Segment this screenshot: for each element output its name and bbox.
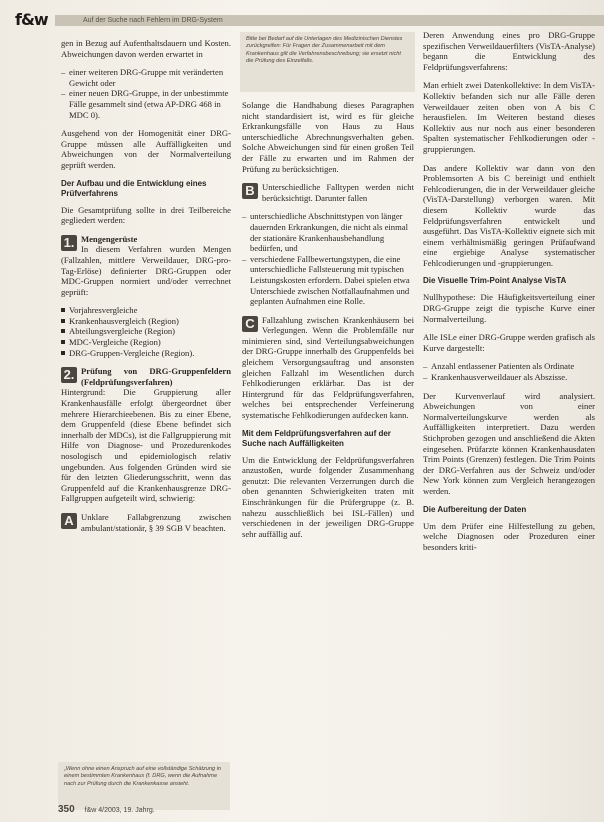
running-title: Auf der Suche nach Fehlern im DRG-System (83, 17, 223, 24)
list-item: – einer neuen DRG-Gruppe, in der unbestimmte Fälle gesammelt sind (etwa AP-DRG 468 in MDC 0). (61, 88, 231, 120)
column-2 (242, 100, 414, 547)
subsection (61, 366, 231, 504)
initial-marker: B (242, 183, 258, 199)
paragraph: Fallzahlung zwischen Krankenhäusern bei Verlegungen. Wenn die Problemfälle nur minimieren sind, sind Verteilungsabweichungen der DRG-Gruppe innerhalb des Gruppenfelds bei gleichem Versorgungsauftrag und ansonsten gleichen Fallzahl im Wesentlichen durch Fehlkodierungen erklärbar. Das ist der Hintergrund für das Feldprüfungsverfahren, welches bei entsprechender Verfeinerung systematische Fehlkodierungen aufdecken kann. (242, 314, 414, 421)
list-item: – unterschiedliche Abschnittstypen von länger dauernden Erkrankungen, die nicht als einmal der stationäre Krankenhausbehandlung bedürfen, und (242, 211, 414, 253)
column-3 (423, 30, 595, 560)
info-box-top-text: Bitte bei Bedarf auf die Unterlagen des Medizinischen Dienstes zurückgreifen: Für Fragen der Zusammenarbeit mit dem Krankenhaus gilt die Verfahrensbeschreibung; sie ersetzt nicht die Prüfung des Einzelfalls. (246, 36, 403, 65)
page-number: 350 (58, 804, 75, 815)
issue-info: f&w 4/2003, 19. Jahrg. (84, 807, 155, 814)
subsection (61, 234, 231, 298)
paragraph: Hintergrund: Die Gruppierung aller Krankenhausfälle erfolgt übergeordnet über mehrere Hierarchieebenen. Bis zu einer Ebene, dem Gruppenfeld (diese Ebene befindet sich innerhalb der MDCs), ist die Fallgruppierung mit Hilfe von Diagnose- und Prozedurenkodes nosologisch und epidemiologisch relativ ungebunden. Aus folgenden Gründen wird sie für den letzten Gliederungsschritt, wenn das Gruppenfeld auf die Krankenhausgrenze DRG-Fallgruppen aufgeteilt wird, schwierig: (61, 387, 231, 504)
subsection-title: Mengengerüste (81, 233, 138, 244)
bullet-list (61, 305, 231, 358)
paragraph: Man erhielt zwei Datenkollektive: In dem VisTA-Kollektiv befanden sich nur alle Fälle deren Verweildauer zeiten oben von A bis C herausfielen. Im Weiteren bestand dieses Kollektiv aus nur noch aus einer besonderen Spalten systematischer Fehlkodierungen oder -gruppierungen. (423, 80, 595, 154)
info-box-top (240, 32, 415, 92)
initial-marker: C (242, 316, 258, 332)
paragraph: Solange die Handhabung dieses Paragraphen nicht standardisiert ist, wird es für gleiche Erkrankungsfälle von Haus zu Haus unterschiedliche Abrechnungsverhalten geben. Solche Abweichungen sind für einen großen Teil der Fälle zu erwarten und im Rahmen der Prüfung zu berücksichtigen. (242, 100, 414, 174)
list-item: – verschiedene Fallbewertungstypen, die eine unterschiedliche Fallsteuerung mit typischen Leistungskosten erfordern. Dabei spielen etwa Unterschiede zwischen Notfallaufnahmen und geplanten Aufnahmen eine Rolle. (242, 254, 414, 307)
dash-list (242, 211, 414, 306)
list-item: DRG-Gruppen-Vergleiche (Region). (61, 348, 231, 359)
section-heading: Die Aufbereitung der Daten (423, 504, 527, 514)
page-header (0, 6, 604, 28)
paragraph: In diesem Verfahren wurden Mengen (Fallzahlen, mittlere Verweildauer, DRG-pro-Tag-Erlöse) definierter DRG-Gruppen oder MDC-Gruppen normiert und/oder verrechnet geprüft: (61, 244, 231, 297)
paragraph: Deren Anwendung eines pro DRG-Gruppe spezifischen Verweildauerfilters (VisTA-Analyse) begann die Entwicklung des Feldprüfungsverfahrens: (423, 30, 595, 72)
section-heading: Die Visuelle Trim-Point Analyse VisTA (423, 276, 567, 286)
dash-list (61, 67, 231, 120)
list-item: Krankenhausvergleich (Region) (61, 316, 231, 327)
paragraph: Der Kurvenverlauf wird analysiert. Abweichungen von einer Normalverteilungskurve werden als Auffälligkeiten interpretiert. Dazu werden Stichproben gezogen und anschließend die Akten eingesehen. Prüfarzte können Krankenhausdaten Trim Points (Grenzen) festlegen. Die Trim Points der DRG-Verfahren aus der Schweiz und/oder New York können zum Vergleich herangezogen werden. (423, 390, 595, 496)
header-bar (55, 15, 604, 26)
paragraph: Ausgehend von der Homogenität einer DRG-Gruppe müssen alle Auffälligkeiten und Abweichungen von der Normalverteilung geprüft werden. (61, 128, 231, 170)
list-item: – Krankenhausverweildauer als Abszisse. (423, 372, 595, 383)
section-heading: Mit dem Feldprüfungsverfahren auf der Suche nach Auffälligkeiten (242, 428, 391, 448)
list-item: MDC-Vergleiche (Region) (61, 337, 231, 348)
paragraph-with-initial (242, 182, 414, 203)
column-1 (61, 38, 231, 541)
paragraph: Um die Entwicklung der Feldprüfungsverfahren anzustoßen, wurde folgender Zusammenhang genutzt: Die relevanten Verzerrungen durch die oben genannten Schwierigkeiten traten mit Einschränkungen für die Prüfergruppe (z. B. nahezu ausschließlich bei ISL-Fällen) und verschiedenen in der jeweiligen DRG-Gruppe sehr auffällig auf. (242, 454, 414, 539)
initial-marker: 1. (61, 235, 77, 251)
section-heading: Der Aufbau und die Entwicklung eines Prüfverfahrens (61, 178, 207, 198)
paragraph: Die Gesamtprüfung sollte in drei Teilbereiche gegliedert werden: (61, 204, 231, 226)
quote-box-text: „Wenn ohne einen Anspruch auf eine vollständige Schätzung in einem bestimmten Krankenhaus (f. DRG, wenn die Aufnahme nach zur Prüfung durch die Krankenkasse ansieht. (64, 766, 222, 787)
list-item: – einer weiteren DRG-Gruppe mit veränderten Gewicht oder (61, 67, 231, 88)
page-footer (58, 804, 458, 816)
quote-box-bottom (58, 762, 230, 810)
list-item: Vorjahresvergleiche (61, 305, 231, 316)
dash-list (423, 361, 595, 382)
paragraph: Nullhypothese: Die Häufigkeitsverteilung einer DRG-Gruppe zeigt die typische Kurve einer Normalverteilung. (423, 292, 595, 324)
list-item: – Anzahl entlassener Patienten als Ordinate (423, 361, 595, 372)
list-item: Abteilungsvergleiche (Region) (61, 326, 231, 337)
paragraph-with-initial (61, 512, 231, 533)
initial-marker: 2. (61, 367, 77, 383)
paragraph: Um dem Prüfer eine Hilfestellung zu geben, welche Diagnosen oder Prozeduren einer besonders kriti- (423, 520, 595, 552)
journal-logo: f&w (15, 10, 48, 29)
paragraph: gen in Bezug auf Aufenthaltsdauern und Kosten. Abweichungen davon werden erwartet in (61, 38, 231, 59)
subsection-title: Prüfung von DRG-Gruppenfeldern (Feldprüfungsverfahren) (81, 366, 231, 387)
paragraph: Unklare Fallabgrenzung zwischen ambulant/stationär, § 39 SGB V beachten. (81, 511, 231, 533)
paragraph: Alle ISLe einer DRG-Gruppe werden grafisch als Kurve dargestellt: (423, 332, 595, 353)
paragraph-with-initial (242, 315, 414, 421)
paragraph: Das andere Kollektiv war dann von den Problemsorten A bis C bereinigt und enthielt Fehlcodierungen, die in der Verweildauer gleiche (VisTA-Darstellung) verborgen waren. Mit diesem Kollektiv wurde das Feldprüfungsverfahren entwickelt und ausgeführt. Das VisTA-Kollektiv eignete sich mit einem verhältnismäßig geringen Prüfaufwand eine ergiebige Analyse systematischer Fehlcodierungen und -gruppierungen. (423, 162, 595, 268)
paragraph: Unterschiedliche Falltypen werden nicht berücksichtigt. Darunter fallen (262, 182, 414, 203)
initial-marker: A (61, 513, 77, 529)
